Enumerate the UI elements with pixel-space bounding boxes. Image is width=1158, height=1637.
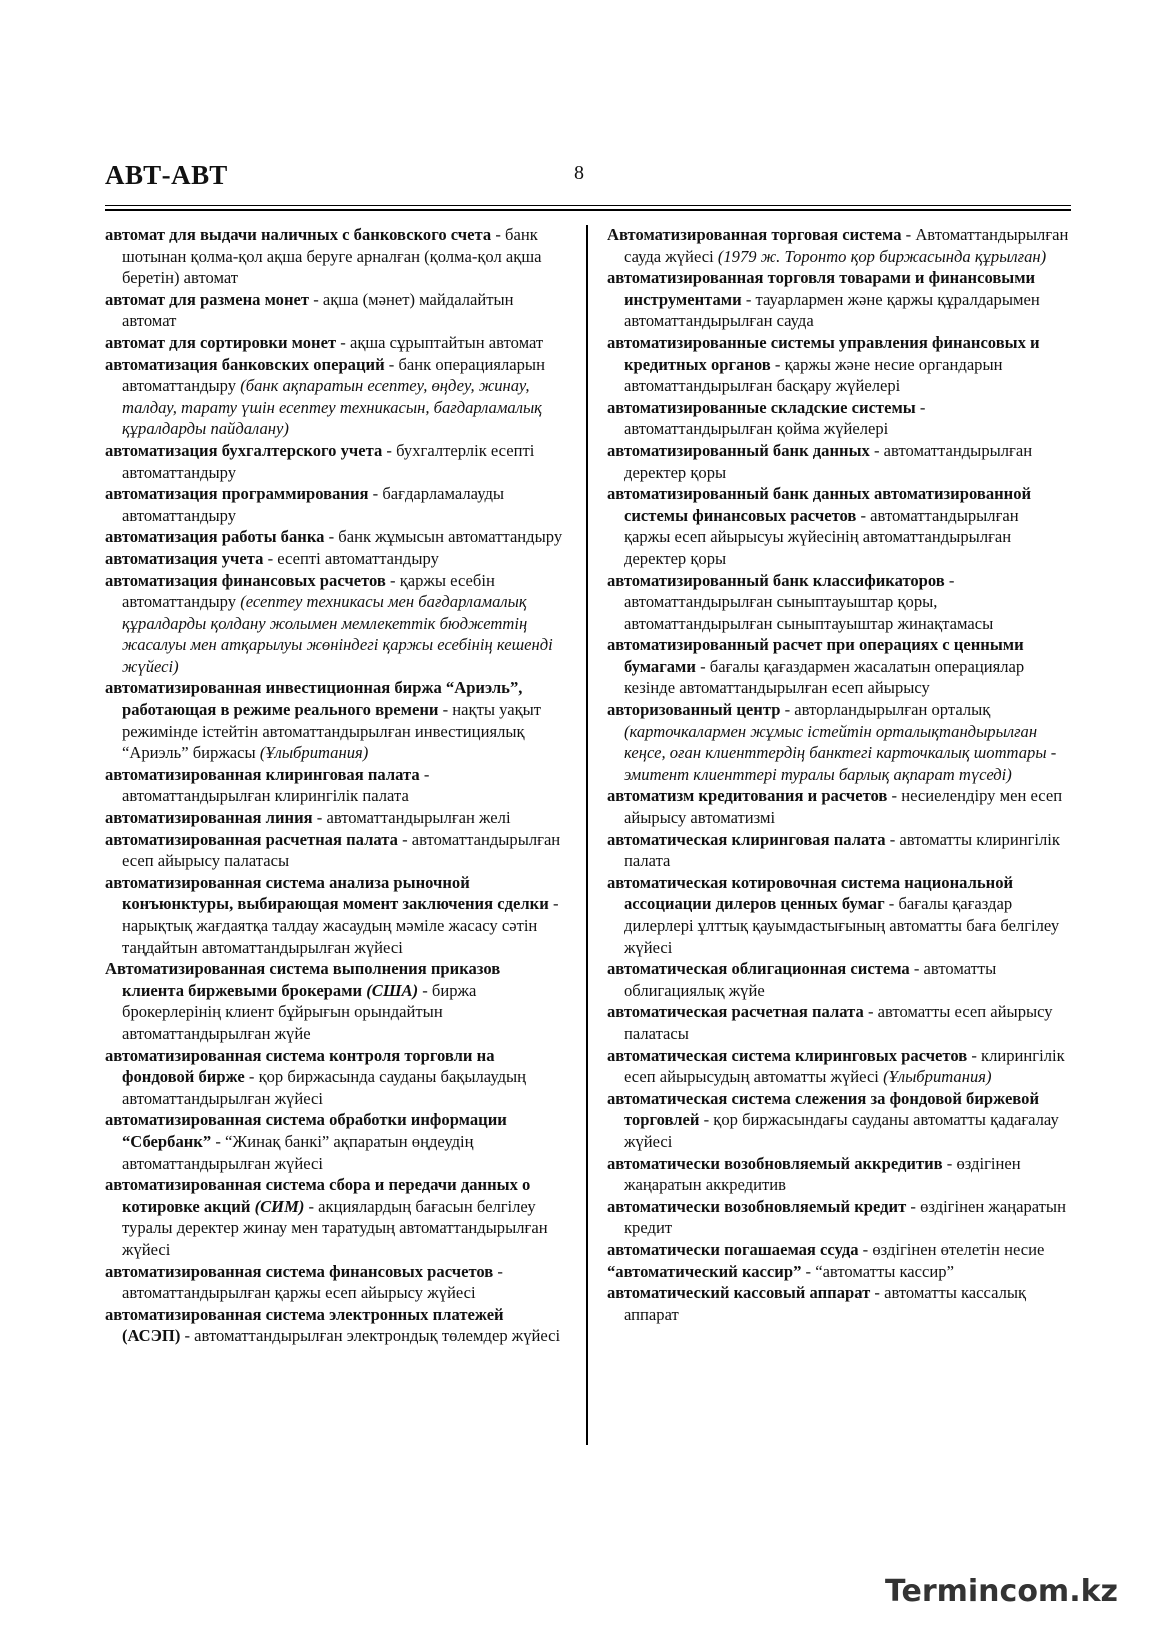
right-column bbox=[607, 224, 1069, 1325]
dictionary-entry bbox=[607, 483, 1069, 569]
entry-definition: - “Жинақ банкі” ақпаратын өңдеудің автоматтандырылған жүйесі bbox=[122, 1131, 474, 1173]
entry-term: автоматизированный банк данных bbox=[607, 440, 870, 460]
entry-term: автоматизированные складские системы bbox=[607, 397, 916, 417]
entry-definition: - автоматты есеп айырысу палатасы bbox=[624, 1002, 1053, 1043]
entry-term: автоматизированная система электронных платежей (АСЭП) bbox=[105, 1304, 504, 1346]
watermark-text: Termincom.kz bbox=[885, 1574, 1118, 1609]
dictionary-entry bbox=[105, 354, 565, 440]
dictionary-entry bbox=[105, 224, 565, 289]
dictionary-entry bbox=[607, 1088, 1069, 1153]
dictionary-entry bbox=[105, 764, 565, 807]
entry-term: автоматизация финансовых расчетов bbox=[105, 570, 386, 590]
entry-term: автоматическая облигационная система bbox=[607, 959, 910, 979]
entry-definition: - қор биржасындағы сауданы автоматты қадағалау жүйесі bbox=[624, 1110, 1059, 1151]
entry-term: Автоматизированная система выполнения приказов клиента биржевыми брокерами bbox=[105, 959, 501, 1000]
dictionary-entry bbox=[105, 526, 565, 548]
entry-note: (Ұлыбритания) bbox=[883, 1067, 992, 1087]
entry-term: автоматизированная клиринговая палата bbox=[105, 764, 420, 784]
entry-definition: - автоматтандырылған электрондық төлемдер жүйесі bbox=[180, 1326, 561, 1346]
dictionary-entry bbox=[607, 332, 1069, 397]
dictionary-entry bbox=[607, 224, 1069, 267]
dictionary-entry bbox=[607, 440, 1069, 483]
entry-definition: - өздігінен жаңаратын аккредитив bbox=[624, 1153, 1021, 1195]
entry-definition: - бағалы қағаздар дилерлері ұлттық қауымдастығының автоматты баға белгілеу жүйесі bbox=[624, 894, 1060, 957]
entry-term: автоматизированная расчетная палата bbox=[105, 829, 398, 849]
entry-definition: - автоматтандырылған клирингілік палата bbox=[122, 764, 430, 806]
entry-term: автоматически возобновляемый кредит bbox=[607, 1196, 907, 1216]
entry-term: автоматизация программирования bbox=[105, 484, 369, 504]
dictionary-entry bbox=[105, 872, 565, 958]
entry-definition: - банк операцияларын автоматтандыру bbox=[122, 354, 545, 396]
dictionary-entry bbox=[105, 1045, 565, 1110]
dictionary-entry bbox=[607, 570, 1069, 635]
entry-term: автоматизированная система обработки информации “Сбербанк” bbox=[105, 1110, 507, 1151]
entry-term: автоматизированная торговля товарами и финансовыми инструментами bbox=[607, 268, 1036, 309]
header-rule-thin bbox=[105, 205, 1071, 206]
watermark bbox=[885, 1574, 1118, 1609]
entry-term: автоматически погашаемая ссуда bbox=[607, 1239, 859, 1259]
dictionary-entry bbox=[607, 1239, 1069, 1261]
dictionary-entry bbox=[105, 332, 565, 354]
entry-note: (СИМ) bbox=[254, 1196, 305, 1216]
entry-definition: - өздігінен өтелетін несие bbox=[858, 1239, 1045, 1259]
entry-definition: - несиелендіру мен есеп айырысу автоматизмі bbox=[624, 786, 1063, 828]
entry-definition: - авторландырылған орталық bbox=[780, 700, 991, 720]
entry-definition: - қаржы есебін автоматтандыру bbox=[122, 570, 495, 612]
entry-definition: - автоматтандырылған деректер қоры bbox=[624, 440, 1033, 482]
entry-definition: - Автоматтандырылған сауда жүйесі bbox=[624, 225, 1069, 266]
entry-term: автоматизированный банк данных автоматизированной системы финансовых расчетов bbox=[607, 484, 1032, 525]
entry-note: (карточкалармен жұмыс істейтін орталықтандырылған кеңсе, оған клиенттердің банктегі карточкалық шоттары - эмитент клиенттері туралы барлық ақпарат түседі) bbox=[624, 721, 1057, 784]
entry-note: (есептеу техникасы мен бағдарламалық құралдарды қолдану жолымен мемлекеттік бюджеттің жасалуы мен атқарылуы жөніндегі қаржы есебінің кешенді жүйесі) bbox=[122, 592, 553, 676]
entry-definition-tail: - биржа брокерлерінің клиент бұйрығын орындайтын автоматтандырылған жүйе bbox=[122, 980, 477, 1043]
entry-note: (Ұлыбритания) bbox=[259, 743, 369, 763]
entry-term: автоматизация учета bbox=[105, 548, 264, 568]
entry-definition: - ақша (мәнет) майдалайтын автомат bbox=[122, 289, 514, 331]
entry-term: автоматический кассовый аппарат bbox=[607, 1283, 871, 1303]
dictionary-entry bbox=[607, 872, 1069, 958]
entry-definition: - автоматты облигациялық жүйе bbox=[624, 959, 997, 1000]
entry-term: автоматизированная система контроля торговли на фондовой бирже bbox=[105, 1045, 495, 1087]
entry-note: (банк ақпаратын есептеу, өңдеу, жинау, талдау, тарату үшін есептеу техникасын, бағдарламалық құралдарды пайдалану) bbox=[122, 376, 542, 439]
entry-definition: - “автоматты кассир” bbox=[801, 1261, 954, 1281]
dictionary-entry bbox=[105, 1261, 565, 1304]
entry-term: “автоматический кассир” bbox=[607, 1261, 802, 1281]
entry-definition: - клирингілік есеп айырысудың автоматты жүйесі bbox=[624, 1045, 1065, 1087]
entry-term: автоматизация банковских операций bbox=[105, 354, 385, 374]
entry-definition: - банк жұмысын автоматтандыру bbox=[324, 527, 563, 547]
dictionary-entry bbox=[105, 483, 565, 526]
entry-definition: - өздігінен жаңаратын кредит bbox=[624, 1196, 1066, 1238]
entry-term: автомат для размена монет bbox=[105, 289, 310, 309]
entry-definition: - автоматтандырылған қаржы есеп айырысу жүйесі bbox=[122, 1261, 503, 1303]
dictionary-entry bbox=[105, 548, 565, 570]
header-rule-thick bbox=[105, 209, 1071, 211]
dictionary-entry bbox=[607, 634, 1069, 699]
dictionary-entry bbox=[105, 1174, 565, 1260]
entry-term: автоматическая котировочная система национальной ассоциации дилеров ценных бумаг bbox=[607, 872, 1014, 914]
entry-term: автоматическая расчетная палата bbox=[607, 1002, 864, 1022]
dictionary-entry bbox=[105, 1109, 565, 1174]
dictionary-entry bbox=[105, 570, 565, 678]
entry-term: автоматическая клиринговая палата bbox=[607, 829, 886, 849]
dictionary-entry bbox=[607, 1261, 1069, 1283]
dictionary-entry bbox=[105, 807, 565, 829]
dictionary-entry bbox=[105, 829, 565, 872]
dictionary-entry bbox=[607, 1001, 1069, 1044]
entry-term: автоматически возобновляемый аккредитив bbox=[607, 1153, 943, 1173]
entry-note: (США) bbox=[366, 980, 419, 1000]
dictionary-entry bbox=[607, 1045, 1069, 1088]
entry-term: автоматизированная система анализа рыночной конъюнктуры, выбирающая момент заключения сделки bbox=[105, 872, 549, 914]
dictionary-entry bbox=[105, 677, 565, 763]
entry-definition: - есепті автоматтандыру bbox=[263, 548, 439, 568]
dictionary-entry bbox=[607, 829, 1069, 872]
dictionary-entry bbox=[607, 1153, 1069, 1196]
entry-term: автоматизм кредитования и расчетов bbox=[607, 786, 888, 806]
entry-definition: - автоматты кассалық аппарат bbox=[624, 1283, 1027, 1324]
dictionary-entry bbox=[607, 1282, 1069, 1325]
entry-definition: - автоматтандырылған есеп айырысу палатасы bbox=[122, 829, 561, 871]
entry-term: автоматизированная линия bbox=[105, 808, 313, 828]
entry-term: автоматизация работы банка bbox=[105, 527, 325, 547]
dictionary-entry bbox=[607, 397, 1069, 440]
entry-definition: - автоматтандырылған сыныптауыштар қоры, автоматтандырылған сыныптауыштар жинақтамасы bbox=[624, 570, 994, 633]
entry-term: автоматизированный банк классификаторов bbox=[607, 570, 945, 590]
dictionary-entry bbox=[607, 1196, 1069, 1239]
entry-term: автомат для сортировки монет bbox=[105, 332, 337, 352]
entry-definition: - автоматтандырылған қаржы есеп айырысуы жүйесінің автоматтандырылған деректер қоры bbox=[624, 505, 1019, 568]
entry-definition: - ақша сұрыптайтын автомат bbox=[336, 332, 544, 352]
dictionary-entry bbox=[105, 1304, 565, 1347]
dictionary-entry bbox=[607, 267, 1069, 332]
entry-term: автоматическая система клиринговых расчетов bbox=[607, 1045, 968, 1065]
entry-term: авторизованный центр bbox=[607, 700, 781, 720]
dictionary-entry bbox=[607, 958, 1069, 1001]
entry-term: автоматизированные системы управления финансовых и кредитных органов bbox=[607, 332, 1040, 374]
dictionary-entry bbox=[105, 440, 565, 483]
entry-definition: - автоматтандырылған желі bbox=[312, 808, 511, 828]
entry-definition-tail: - акциялардың бағасын белгілеу туралы деректер жинау мен таратудың автоматтандырылған жүйесі bbox=[122, 1196, 548, 1259]
entry-term: автоматическая система слежения за фондовой биржевой торговлей bbox=[607, 1088, 1040, 1130]
entry-definition: - нақты уақыт режимінде істейтін автоматтандырылған инвестициялық “Ариэль” биржасы bbox=[122, 700, 542, 763]
dictionary-entry bbox=[607, 785, 1069, 828]
entry-term: автоматизированная система сбора и передачи данных о котировке акций bbox=[105, 1175, 531, 1216]
entry-term: автоматизированная инвестиционная биржа “Ариэль”, работающая в режиме реального времени bbox=[105, 678, 523, 720]
dictionary-entry bbox=[105, 289, 565, 332]
entry-definition: - автоматты клирингілік палата bbox=[624, 829, 1060, 871]
entry-definition: - нарықтық жағдаятқа талдау жасаудың мәміле жасасу сәтін таңдайтын автоматтандырылған жүйесі bbox=[122, 894, 559, 957]
entry-definition: - бухгалтерлік есепті автоматтандыру bbox=[122, 440, 535, 482]
entry-definition: - қаржы және несие органдарын автоматтандырылған басқару жүйелері bbox=[624, 354, 1003, 396]
column-divider bbox=[586, 225, 588, 1445]
entry-term: автоматизированная система финансовых расчетов bbox=[105, 1261, 494, 1281]
header-title: АВТ-АВТ bbox=[105, 160, 228, 190]
dictionary-entry bbox=[105, 958, 565, 1044]
dictionary-entry bbox=[607, 699, 1069, 785]
entry-definition: - тауарлармен және қаржы құралдарымен автоматтандырылған сауда bbox=[624, 289, 1040, 331]
entry-definition: - қор биржасында сауданы бақылаудың автоматтандырылған жүйесі bbox=[122, 1067, 527, 1108]
entry-definition: - автоматтандырылған қойма жүйелері bbox=[624, 397, 926, 439]
entry-term: Автоматизированная торговая система bbox=[607, 225, 902, 244]
entry-note: (1979 ж. Торонто қор биржасында құрылған) bbox=[717, 246, 1047, 266]
entry-definition: - бағдарламалауды автоматтандыру bbox=[122, 484, 505, 525]
entry-term: автоматизация бухгалтерского учета bbox=[105, 440, 383, 460]
left-column bbox=[105, 224, 565, 1347]
page-number: 8 bbox=[574, 162, 584, 184]
entry-term: автомат для выдачи наличных с банковского счета bbox=[105, 225, 492, 244]
entry-definition: - бағалы қағаздармен жасалатын операциялар кезінде автоматтандырылған есеп айырысу bbox=[624, 656, 1025, 698]
entry-term: автоматизированный расчет при операциях с ценными бумагами bbox=[607, 635, 1024, 676]
entry-definition: - банк шотынан қолма-қол ақша беруге арналған (қолма-қол ақша беретін) автомат bbox=[122, 225, 542, 288]
